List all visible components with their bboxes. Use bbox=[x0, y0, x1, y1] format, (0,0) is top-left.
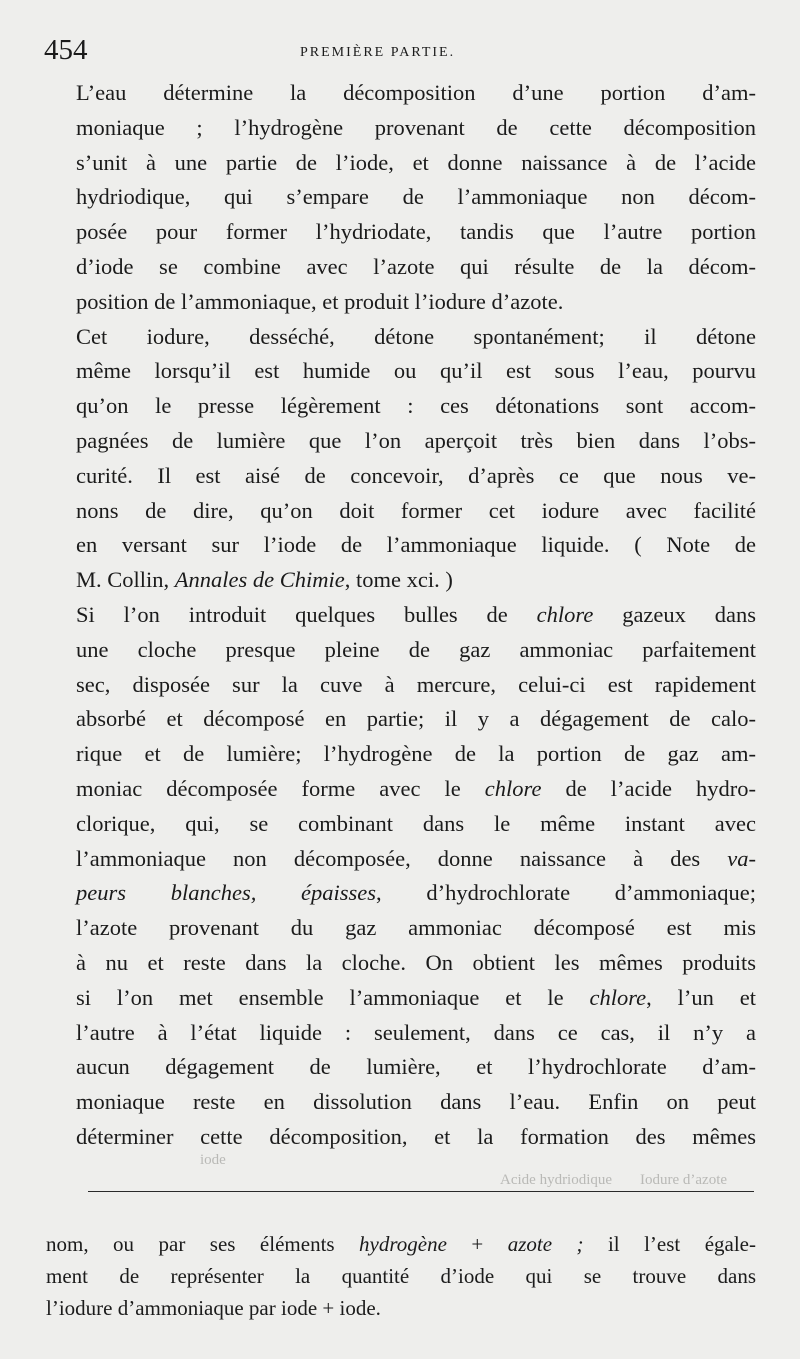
footnote-rule bbox=[88, 1191, 754, 1192]
text-line: Cet iodure, desséché, détone spontanément; il détone bbox=[76, 323, 756, 349]
text-segment: si l’on met ensemble l’ammoniaque et le bbox=[76, 984, 590, 1010]
italic-term: va- bbox=[727, 845, 756, 871]
paragraph-1 bbox=[46, 76, 756, 320]
text-line: moniaque reste en dissolution dans l’eau. Enfin on peut bbox=[76, 1089, 756, 1115]
text-line: qu’on le presse légèrement : ces détonations sont accom- bbox=[76, 393, 756, 419]
paragraph-2 bbox=[46, 320, 756, 598]
text-line: même lorsqu’il est humide ou qu’il est sous l’eau, pourvu bbox=[76, 358, 756, 384]
text-line bbox=[46, 842, 756, 877]
text-segment: gazeux dans bbox=[593, 601, 757, 627]
text-line: rique et de lumière; l’hydrogène de la portion de gaz am- bbox=[76, 741, 756, 767]
paragraph-3 bbox=[46, 598, 756, 1155]
citation-line bbox=[46, 563, 756, 598]
text-segment: de l’acide hydro- bbox=[541, 775, 756, 801]
text-line: moniaque ; l’hydrogène provenant de cette décomposition bbox=[76, 114, 756, 140]
citation-volume: , tome xci. ) bbox=[344, 567, 453, 593]
italic-term: peurs blanches, épaisses bbox=[76, 880, 377, 906]
text-segment: , l’un et bbox=[646, 984, 756, 1010]
running-title: PREMIÈRE PARTIE. bbox=[300, 45, 456, 60]
text-line: aucun dégagement de lumière, et l’hydrochlorate d’am- bbox=[76, 1054, 756, 1080]
text-line: une cloche presque pleine de gaz ammoniac parfaitement bbox=[76, 636, 756, 662]
bleed-through-text: Acide hydriodique bbox=[500, 1172, 613, 1188]
footnote-line: ment de représenter la quantité d’iode qui se trouve dans bbox=[46, 1264, 756, 1288]
text-line bbox=[46, 876, 756, 911]
journal-title: Annales de Chimie bbox=[174, 567, 345, 593]
text-line: pagnées de lumière que l’on aperçoit très bien dans l’obs- bbox=[76, 427, 756, 453]
text-segment: Si l’on introduit quelques bulles de bbox=[76, 601, 537, 627]
text-line: position de l’ammoniaque, et produit l’iodure d’azote. bbox=[76, 288, 564, 314]
text-line: l’azote provenant du gaz ammoniac décomposé est mis bbox=[76, 915, 756, 941]
page-number: 454 bbox=[44, 34, 88, 66]
footnote-line bbox=[46, 1228, 756, 1260]
text-segment: moniac décomposée forme avec le bbox=[76, 775, 485, 801]
text-line: en versant sur l’iode de l’ammoniaque liquide. ( Note de bbox=[76, 532, 756, 558]
italic-term: azote ; bbox=[507, 1232, 584, 1256]
text-line bbox=[46, 981, 756, 1016]
footnote-line: l’iodure d’ammoniaque par iode + iode. bbox=[46, 1296, 381, 1320]
text-line: l’autre à l’état liquide : seulement, dans ce cas, il n’y a bbox=[76, 1019, 756, 1045]
text-line bbox=[46, 598, 756, 633]
italic-term: chlore bbox=[589, 984, 647, 1010]
body-text bbox=[46, 76, 756, 1155]
citation-text: M. Collin, bbox=[76, 567, 175, 593]
text-line: posée pour former l’hydriodate, tandis que l’autre portion bbox=[76, 219, 756, 245]
italic-term: chlore bbox=[484, 775, 542, 801]
text-segment: nom, ou par ses éléments bbox=[46, 1232, 360, 1256]
text-line: sec, disposée sur la cuve à mercure, celui-ci est rapidement bbox=[76, 671, 756, 697]
text-line: déterminer cette décomposition, et la formation des mêmes bbox=[76, 1123, 756, 1149]
text-line: absorbé et décomposé en partie; il y a dégagement de calo- bbox=[76, 706, 756, 732]
text-segment: , d’hydrochlorate d’ammoniaque; bbox=[376, 880, 756, 906]
text-line: nons de dire, qu’on doit former cet iodure avec facilité bbox=[76, 497, 756, 523]
text-line: d’iode se combine avec l’azote qui résulte de la décom- bbox=[76, 253, 756, 279]
text-line: à nu et reste dans la cloche. On obtient les mêmes produits bbox=[76, 949, 756, 975]
text-line: curité. Il est aisé de concevoir, d’après ce que nous ve- bbox=[76, 462, 756, 488]
bleed-through-text: iode bbox=[200, 1152, 226, 1168]
bleed-through-text: Iodure d’azote bbox=[640, 1172, 728, 1188]
footnote bbox=[46, 1228, 756, 1324]
text-line: L’eau détermine la décomposition d’une portion d’am- bbox=[76, 80, 756, 105]
text-line: clorique, qui, se combinant dans le même instant avec bbox=[76, 810, 756, 836]
text-line: s’unit à une partie de l’iode, et donne naissance à de l’acide bbox=[76, 149, 756, 175]
text-line: hydriodique, qui s’empare de l’ammoniaque non décom- bbox=[76, 184, 756, 210]
text-segment: + bbox=[446, 1232, 508, 1256]
italic-term: chlore bbox=[536, 601, 594, 627]
running-header bbox=[44, 34, 750, 68]
text-line bbox=[46, 772, 756, 807]
text-segment: il l’est égale- bbox=[583, 1232, 757, 1256]
italic-term: hydrogène bbox=[359, 1232, 447, 1256]
text-segment: l’ammoniaque non décomposée, donne naissance à des bbox=[76, 845, 728, 871]
